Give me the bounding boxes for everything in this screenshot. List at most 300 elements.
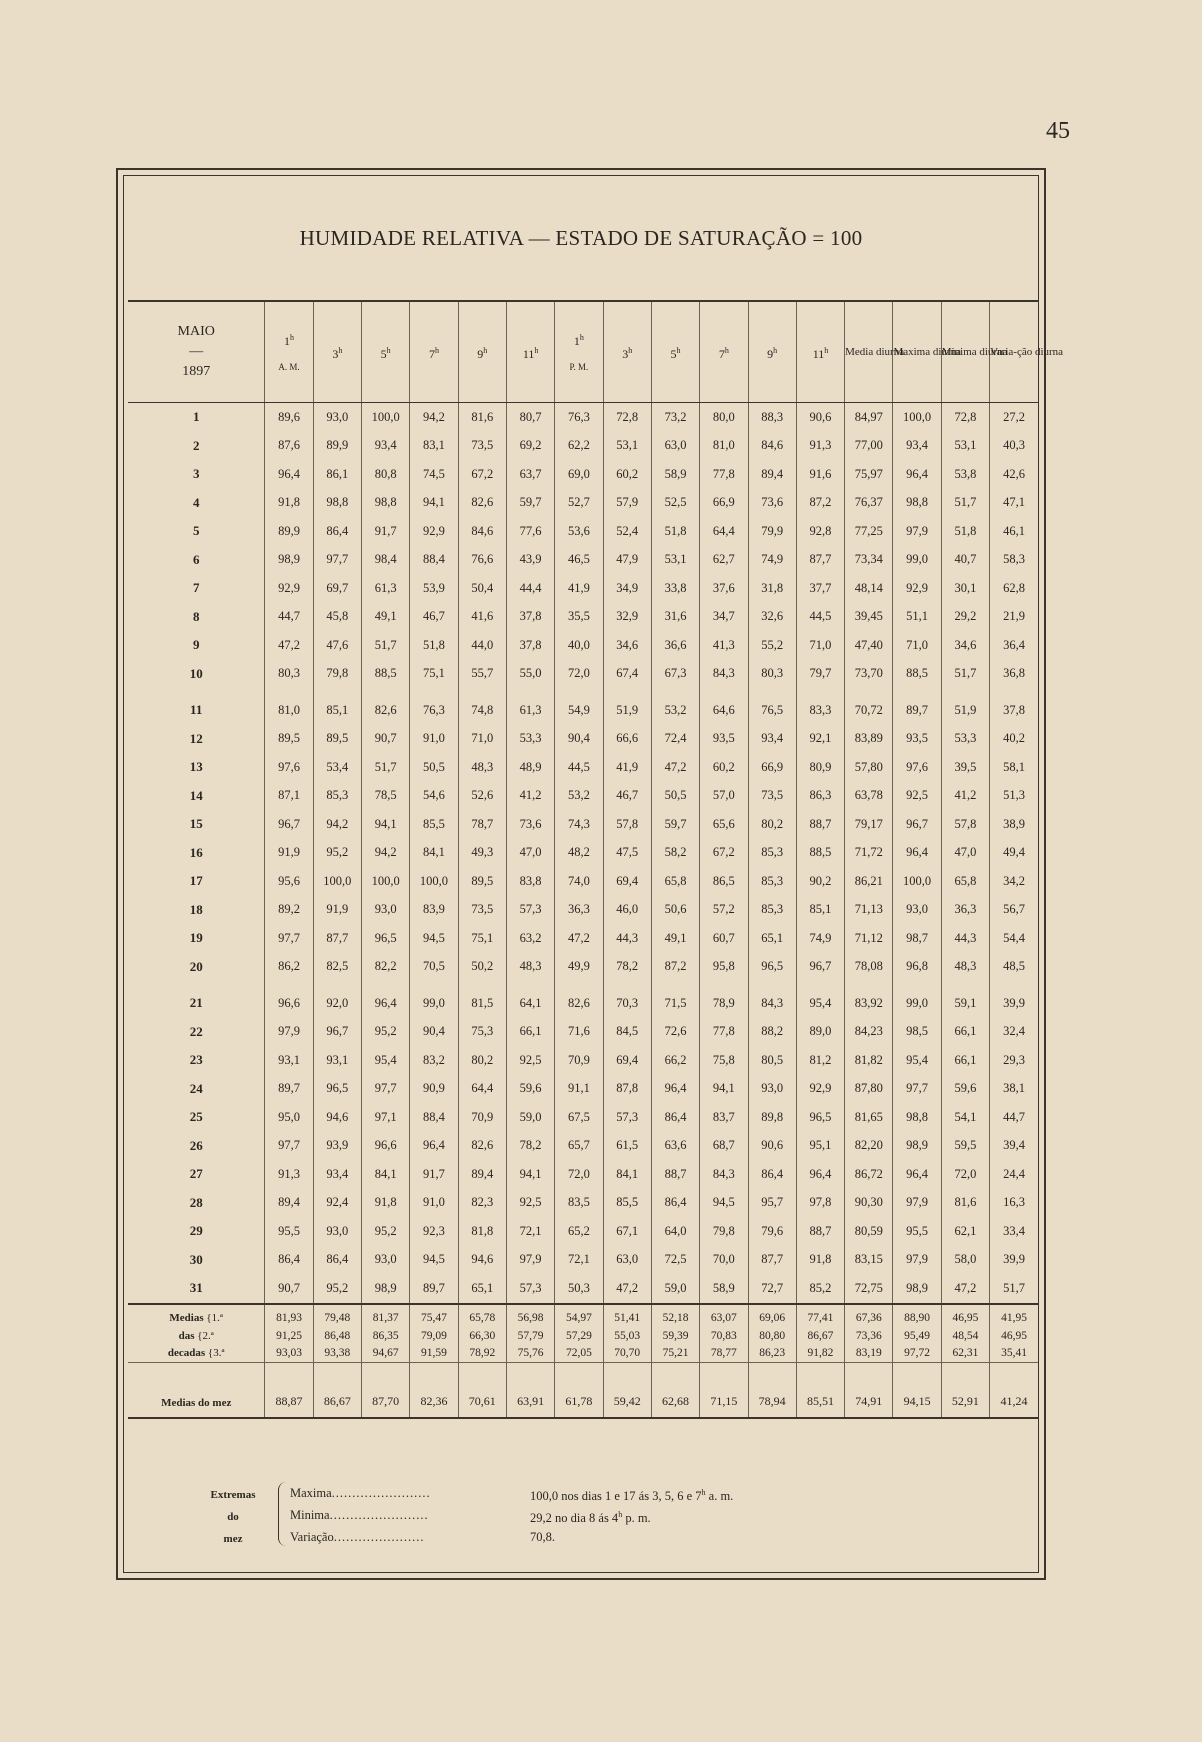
value-cell: 59,7 (651, 810, 699, 839)
value-cell: 81,5 (458, 989, 506, 1018)
value-cell: 59,6 (941, 1075, 989, 1104)
value-cell: 84,1 (603, 1160, 651, 1189)
value-cell: 41,24 (990, 1362, 1038, 1418)
value-cell: 89,7 (265, 1075, 313, 1104)
value-cell: 67,2 (458, 460, 506, 489)
month-mean-row (128, 1362, 1038, 1418)
value-cell: 58,9 (651, 460, 699, 489)
value-cell: 93,1 (313, 1046, 361, 1075)
hour-header (362, 301, 410, 403)
extreme-name: Variação...................... (290, 1530, 425, 1544)
value-cell: 95,1 (796, 1132, 844, 1161)
extreme-name: Minima........................ (290, 1508, 429, 1522)
value-cell: 72,8 (941, 403, 989, 432)
value-cell: 78,5 (362, 782, 410, 811)
table-row (128, 867, 1038, 896)
value-cell: 88,5 (796, 839, 844, 868)
table-row (128, 810, 1038, 839)
value-cell: 86,48 (313, 1328, 361, 1345)
extremes-label-line: do (227, 1511, 239, 1523)
table-row (128, 403, 1038, 432)
value-cell: 34,6 (941, 631, 989, 660)
value-cell: 67,2 (700, 839, 748, 868)
value-cell: 85,3 (748, 839, 796, 868)
value-cell: 98,9 (893, 1132, 941, 1161)
value-cell: 40,7 (941, 546, 989, 575)
value-cell: 36,4 (1003, 637, 1025, 652)
value-cell: 72,0 (941, 1160, 989, 1189)
day-number: 28 (128, 1189, 265, 1218)
value-cell: 83,1 (410, 432, 458, 461)
value-cell: 85,1 (796, 896, 844, 925)
value-cell: 86,4 (651, 1189, 699, 1218)
value-cell: 67,1 (603, 1217, 651, 1246)
value-cell: 48,2 (555, 839, 603, 868)
month-mean-label: Medias do mez (128, 1362, 265, 1418)
day-number: 25 (128, 1103, 265, 1132)
value-cell: 89,0 (796, 1018, 844, 1047)
value-cell: 88,3 (748, 403, 796, 432)
extreme-value: 29,2 no dia 8 ás 4$^h$ p. m. (530, 1510, 651, 1526)
day-number: 20 (128, 953, 265, 982)
value-cell: 95,5 (893, 1217, 941, 1246)
value-cell: 89,5 (265, 725, 313, 754)
value-cell: 60,2 (603, 460, 651, 489)
value-cell: 87,7 (796, 546, 844, 575)
value-cell: 76,5 (748, 696, 796, 725)
value-cell: 97,1 (362, 1103, 410, 1132)
value-cell: 79,48 (313, 1304, 361, 1328)
hour-header (410, 301, 458, 403)
value-cell: 79,6 (748, 1217, 796, 1246)
day-number: 2 (128, 432, 265, 461)
value-cell: 98,8 (313, 489, 361, 518)
value-cell: 44,5 (796, 603, 844, 632)
value-cell: 74,9 (748, 546, 796, 575)
extremes-brace (278, 1482, 289, 1546)
table-row (128, 1160, 1038, 1189)
value-cell: 71,12 (845, 924, 893, 953)
value-cell: 94,67 (362, 1345, 410, 1363)
value-cell: 94,6 (458, 1246, 506, 1275)
value-cell: 88,87 (265, 1362, 313, 1418)
value-cell: 72,1 (555, 1246, 603, 1275)
value-cell: 36,3 (555, 896, 603, 925)
value-cell: 47,2 (265, 631, 313, 660)
value-cell: 39,4 (1003, 1138, 1025, 1153)
day-number: 16 (128, 839, 265, 868)
value-cell: 95,2 (362, 1018, 410, 1047)
value-cell: 52,5 (651, 489, 699, 518)
value-cell: 70,9 (458, 1103, 506, 1132)
value-cell: 65,7 (555, 1132, 603, 1161)
value-cell: 93,0 (313, 403, 361, 432)
value-cell: 67,3 (651, 660, 699, 689)
value-cell: 78,08 (845, 953, 893, 982)
value-cell: 78,2 (603, 953, 651, 982)
value-cell: 57,3 (506, 1274, 554, 1304)
day-number: 6 (128, 546, 265, 575)
value-cell: 100,0 (893, 867, 941, 896)
value-cell: 78,92 (458, 1345, 506, 1363)
value-cell: 82,36 (410, 1362, 458, 1418)
value-cell: 64,1 (506, 989, 554, 1018)
stat-header: Minima diurna (941, 301, 989, 403)
hour-label: 1$^h$ (573, 332, 584, 348)
value-cell: 91,7 (410, 1160, 458, 1189)
value-cell: 82,2 (362, 953, 410, 982)
value-cell: 72,5 (651, 1246, 699, 1275)
value-cell: 51,7 (1003, 1280, 1025, 1295)
value-cell: 71,13 (845, 896, 893, 925)
value-cell: 83,3 (796, 696, 844, 725)
page-number: 45 (1046, 118, 1070, 144)
day-number: 15 (128, 810, 265, 839)
value-cell: 57,8 (603, 810, 651, 839)
day-number: 8 (128, 603, 265, 632)
value-cell: 70,9 (555, 1046, 603, 1075)
value-cell: 43,9 (506, 546, 554, 575)
decade-mean-label (128, 1345, 265, 1363)
value-cell: 46,7 (603, 782, 651, 811)
value-cell: 29,2 (941, 603, 989, 632)
value-cell: 80,8 (362, 460, 410, 489)
value-cell: 65,2 (555, 1217, 603, 1246)
value-cell: 85,3 (748, 896, 796, 925)
humidity-table (128, 300, 1064, 1419)
value-cell: 93,5 (700, 725, 748, 754)
value-cell: 86,4 (313, 517, 361, 546)
value-cell: 53,9 (410, 574, 458, 603)
stat-header: Varia-ção diurna (990, 301, 1038, 403)
value-cell: 34,6 (603, 631, 651, 660)
value-cell: 38,9 (1003, 816, 1025, 831)
value-cell: 75,8 (700, 1046, 748, 1075)
value-cell: 62,8 (1003, 580, 1025, 595)
value-cell: 95,6 (265, 867, 313, 896)
value-cell: 49,1 (362, 603, 410, 632)
value-cell: 94,5 (410, 924, 458, 953)
value-cell: 94,2 (362, 839, 410, 868)
decade-ordinal: {3.ª (205, 1346, 225, 1359)
hour-header (313, 301, 361, 403)
value-cell: 49,9 (555, 953, 603, 982)
hour-header (748, 301, 796, 403)
value-cell: 98,8 (362, 489, 410, 518)
value-cell: 84,6 (748, 432, 796, 461)
value-cell: 97,8 (796, 1189, 844, 1218)
value-cell: 63,0 (651, 432, 699, 461)
decade-mean-label (128, 1328, 265, 1345)
hour-label: 3$^h$ (622, 345, 633, 361)
value-cell: 97,7 (362, 1075, 410, 1104)
value-cell: 77,25 (845, 517, 893, 546)
table-row (128, 782, 1038, 811)
value-cell: 32,4 (1003, 1024, 1025, 1039)
value-cell: 62,31 (941, 1345, 989, 1363)
table-row (128, 1075, 1038, 1104)
value-cell: 24,4 (1003, 1166, 1025, 1181)
value-cell: 65,1 (458, 1274, 506, 1304)
value-cell: 95,2 (313, 839, 361, 868)
value-cell: 51,41 (603, 1304, 651, 1328)
table-row (128, 753, 1038, 782)
value-cell: 79,8 (700, 1217, 748, 1246)
value-cell: 83,5 (555, 1189, 603, 1218)
value-cell: 97,9 (265, 1018, 313, 1047)
value-cell: 89,2 (265, 896, 313, 925)
table-row (128, 1274, 1038, 1304)
value-cell: 94,1 (506, 1160, 554, 1189)
value-cell: 37,6 (700, 574, 748, 603)
value-cell: 94,2 (410, 403, 458, 432)
value-cell: 81,2 (796, 1046, 844, 1075)
value-cell: 32,9 (603, 603, 651, 632)
value-cell: 66,9 (700, 489, 748, 518)
value-cell: 45,8 (313, 603, 361, 632)
value-cell: 88,5 (362, 660, 410, 689)
value-cell: 51,1 (893, 603, 941, 632)
hour-header (700, 301, 748, 403)
value-cell: 73,36 (845, 1328, 893, 1345)
value-cell: 47,1 (1003, 495, 1025, 510)
value-cell: 59,39 (651, 1328, 699, 1345)
value-cell: 39,45 (845, 603, 893, 632)
table-row (128, 953, 1038, 982)
day-number: 22 (128, 1018, 265, 1047)
value-cell: 79,7 (796, 660, 844, 689)
value-cell: 81,82 (845, 1046, 893, 1075)
value-cell: 64,0 (651, 1217, 699, 1246)
value-cell: 65,8 (941, 867, 989, 896)
value-cell: 31,8 (748, 574, 796, 603)
day-number: 29 (128, 1217, 265, 1246)
value-cell: 92,5 (893, 782, 941, 811)
value-cell: 85,5 (603, 1189, 651, 1218)
value-cell: 60,2 (700, 753, 748, 782)
day-number: 9 (128, 631, 265, 660)
value-cell: 71,72 (845, 839, 893, 868)
value-cell: 62,68 (651, 1362, 699, 1418)
value-cell: 84,3 (700, 660, 748, 689)
decade-mean-row (128, 1328, 1038, 1345)
table-row (128, 1246, 1038, 1275)
value-cell: 94,1 (700, 1075, 748, 1104)
day-number: 10 (128, 660, 265, 689)
value-cell: 49,1 (651, 924, 699, 953)
value-cell: 76,3 (410, 696, 458, 725)
value-cell: 93,5 (893, 725, 941, 754)
table-row (128, 896, 1038, 925)
value-cell: 85,2 (796, 1274, 844, 1304)
value-cell: 51,8 (941, 517, 989, 546)
value-cell: 44,7 (265, 603, 313, 632)
value-cell: 55,2 (748, 631, 796, 660)
extreme-dots: ........................ (331, 1486, 431, 1500)
value-cell: 72,05 (555, 1345, 603, 1363)
table-row (128, 546, 1038, 575)
value-cell: 86,21 (845, 867, 893, 896)
value-cell: 41,3 (700, 631, 748, 660)
value-cell: 73,6 (506, 810, 554, 839)
value-cell: 86,4 (748, 1160, 796, 1189)
value-cell: 63,7 (506, 460, 554, 489)
table-row (128, 696, 1038, 725)
value-cell: 96,4 (651, 1075, 699, 1104)
hour-label: 9$^h$ (477, 345, 488, 361)
value-cell: 100,0 (362, 867, 410, 896)
day-number: 13 (128, 753, 265, 782)
value-cell: 88,7 (651, 1160, 699, 1189)
month-dash: — (189, 344, 204, 359)
value-cell: 70,72 (845, 696, 893, 725)
value-cell: 77,6 (506, 517, 554, 546)
value-cell: 87,1 (265, 782, 313, 811)
value-cell: 54,4 (1003, 930, 1025, 945)
value-cell: 78,9 (700, 989, 748, 1018)
value-cell: 91,0 (410, 725, 458, 754)
value-cell: 41,2 (506, 782, 554, 811)
value-cell: 79,8 (313, 660, 361, 689)
value-cell: 91,8 (265, 489, 313, 518)
value-cell: 38,1 (1003, 1081, 1025, 1096)
value-cell: 56,7 (1003, 902, 1025, 917)
value-cell: 56,98 (506, 1304, 554, 1328)
value-cell: 51,3 (1003, 788, 1025, 803)
day-number: 30 (128, 1246, 265, 1275)
value-cell: 85,51 (796, 1362, 844, 1418)
value-cell: 93,0 (313, 1217, 361, 1246)
value-cell: 98,9 (265, 546, 313, 575)
value-cell: 95,8 (700, 953, 748, 982)
value-cell: 92,0 (313, 989, 361, 1018)
value-cell: 77,8 (700, 460, 748, 489)
value-cell: 86,5 (700, 867, 748, 896)
value-cell: 92,5 (506, 1189, 554, 1218)
value-cell: 77,8 (700, 1018, 748, 1047)
value-cell: 84,97 (845, 403, 893, 432)
value-cell: 100,0 (313, 867, 361, 896)
day-number: 7 (128, 574, 265, 603)
value-cell: 58,2 (651, 839, 699, 868)
value-cell: 70,3 (603, 989, 651, 1018)
value-cell: 99,0 (893, 989, 941, 1018)
day-number: 3 (128, 460, 265, 489)
value-cell: 53,6 (555, 517, 603, 546)
value-cell: 74,0 (555, 867, 603, 896)
value-cell: 76,6 (458, 546, 506, 575)
value-cell: 78,94 (748, 1362, 796, 1418)
hour-header (555, 301, 603, 403)
value-cell: 52,4 (603, 517, 651, 546)
day-number: 24 (128, 1075, 265, 1104)
value-cell: 74,5 (410, 460, 458, 489)
table-row (128, 1046, 1038, 1075)
value-cell: 84,5 (603, 1018, 651, 1047)
value-cell: 53,8 (941, 460, 989, 489)
value-cell: 54,6 (410, 782, 458, 811)
value-cell: 41,9 (603, 753, 651, 782)
day-number: 11 (128, 696, 265, 725)
value-cell: 83,8 (506, 867, 554, 896)
value-cell: 82,6 (362, 696, 410, 725)
value-cell: 100,0 (410, 867, 458, 896)
hour-header (265, 301, 313, 403)
value-cell: 39,9 (1003, 995, 1025, 1010)
value-cell: 93,4 (893, 432, 941, 461)
value-cell: 97,6 (893, 753, 941, 782)
value-cell: 93,0 (362, 1246, 410, 1275)
value-cell: 60,7 (700, 924, 748, 953)
value-cell: 66,2 (651, 1046, 699, 1075)
value-cell: 80,80 (748, 1328, 796, 1345)
value-cell: 97,7 (265, 1132, 313, 1161)
value-cell: 84,3 (748, 989, 796, 1018)
value-cell: 80,0 (700, 403, 748, 432)
decade-mean-row (128, 1304, 1038, 1328)
value-cell: 84,3 (700, 1160, 748, 1189)
table-row (128, 432, 1038, 461)
value-cell: 66,6 (603, 725, 651, 754)
value-cell: 62,2 (555, 432, 603, 461)
value-cell: 48,54 (941, 1328, 989, 1345)
value-cell: 63,0 (603, 1246, 651, 1275)
value-cell: 54,1 (941, 1103, 989, 1132)
table-row (128, 1018, 1038, 1047)
value-cell: 81,37 (362, 1304, 410, 1328)
value-cell: 57,8 (941, 810, 989, 839)
day-number: 21 (128, 989, 265, 1018)
value-cell: 95,4 (893, 1046, 941, 1075)
value-cell: 95,49 (893, 1328, 941, 1345)
value-cell: 46,95 (1001, 1329, 1027, 1342)
hour-label: 9$^h$ (767, 345, 778, 361)
value-cell: 69,2 (506, 432, 554, 461)
decade-spacer (128, 688, 1038, 696)
value-cell: 73,5 (458, 432, 506, 461)
table-row (128, 489, 1038, 518)
value-cell: 73,5 (458, 896, 506, 925)
value-cell: 90,30 (845, 1189, 893, 1218)
value-cell: 58,1 (1003, 759, 1025, 774)
value-cell: 49,3 (458, 839, 506, 868)
value-cell: 89,4 (265, 1189, 313, 1218)
value-cell: 42,6 (1003, 466, 1025, 481)
value-cell: 53,1 (941, 432, 989, 461)
value-cell: 88,7 (796, 1217, 844, 1246)
value-cell: 37,8 (1003, 702, 1025, 717)
value-cell: 47,6 (313, 631, 361, 660)
value-cell: 85,3 (748, 867, 796, 896)
value-cell: 41,9 (555, 574, 603, 603)
extreme-dots: ........................ (329, 1508, 429, 1522)
extreme-row (290, 1504, 651, 1526)
value-cell: 98,9 (362, 1274, 410, 1304)
value-cell: 89,5 (313, 725, 361, 754)
value-cell: 47,9 (603, 546, 651, 575)
decade-label-word: Medias (169, 1311, 204, 1324)
value-cell: 86,2 (265, 953, 313, 982)
value-cell: 74,9 (796, 924, 844, 953)
value-cell: 73,2 (651, 403, 699, 432)
value-cell: 80,59 (845, 1217, 893, 1246)
value-cell: 72,75 (845, 1274, 893, 1304)
value-cell: 83,15 (845, 1246, 893, 1275)
value-cell: 93,03 (265, 1345, 313, 1363)
value-cell: 61,3 (362, 574, 410, 603)
value-cell: 52,91 (941, 1362, 989, 1418)
value-cell: 52,18 (651, 1304, 699, 1328)
